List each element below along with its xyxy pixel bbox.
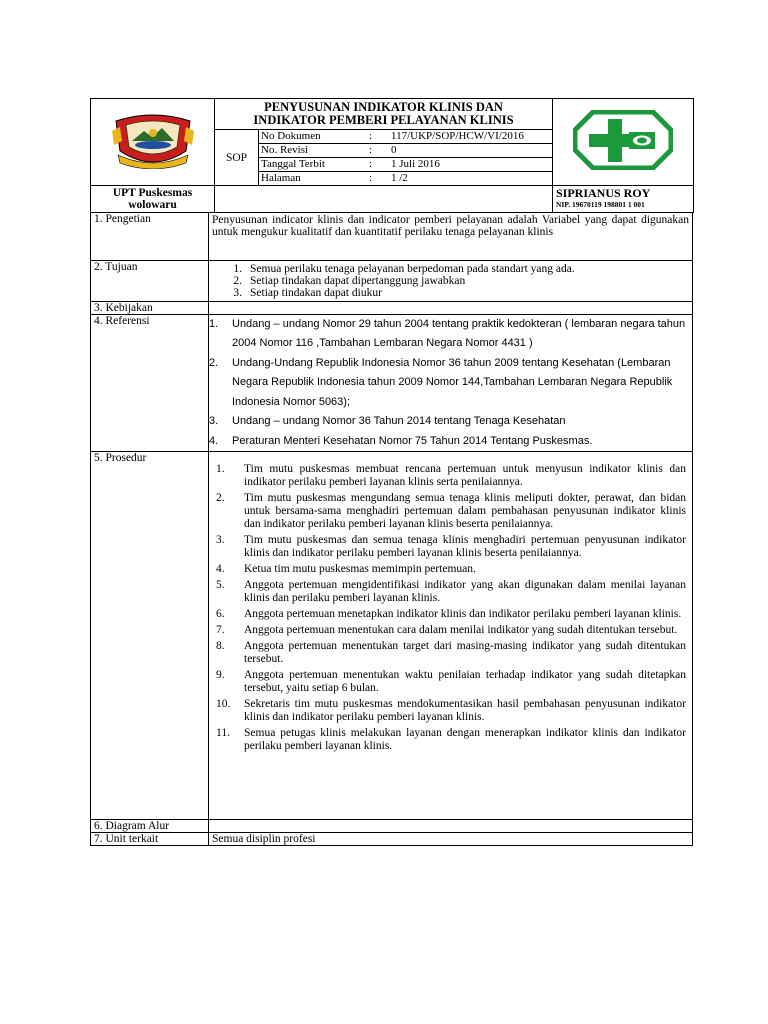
list-item: [212, 463, 686, 489]
puskesmas-green-cross-logo: [573, 110, 673, 170]
item-text: Semua perilaku tenaga pelayanan berpedoman pada standart yang ada.: [250, 262, 575, 275]
sop-document: [90, 98, 693, 846]
tujuan-list: [212, 263, 689, 299]
sop-label: SOP: [215, 130, 259, 186]
meta-sep: :: [367, 158, 389, 172]
item-text: Tim mutu puskesmas mengundang semua tenaga klinis meliputi dokter, perawat, dan bidan untuk bersama-sama menghadiri pertemuan dalam pembahasan penyusunan indikator klinis dan indikator perilaku pemberi layanan klinis beserta penilaiannya.: [244, 492, 686, 530]
item-text: Tim mutu puskesmas membuat rencana pertemuan untuk menyusun indikator klinis dan indikator perilaku pemberi layanan klinis serta penilaiannya.: [244, 463, 686, 488]
list-item: [212, 563, 686, 576]
item-number: 8.: [216, 640, 225, 652]
row-kebijakan: [91, 301, 693, 314]
section-list-cell: [209, 452, 693, 820]
row-diagram: [91, 820, 693, 833]
item-number: 2.: [233, 274, 242, 287]
list-item: [212, 287, 689, 299]
sop-header: [90, 98, 694, 213]
list-item: [212, 275, 689, 287]
item-number: 9.: [216, 669, 225, 681]
signer-cell: [553, 186, 694, 213]
meta-table: [259, 130, 552, 185]
meta-value: 1 Juli 2016: [389, 158, 552, 172]
list-item: [212, 263, 689, 275]
meta-cell: [259, 130, 553, 186]
right-logo-cell: [553, 99, 694, 186]
item-number: 7.: [216, 624, 225, 636]
meta-label: No. Revisi: [259, 144, 367, 158]
item-number: 5.: [216, 579, 225, 591]
meta-row: [259, 144, 552, 158]
signer-nip: NIP. 19670119 198801 1 001: [556, 200, 645, 209]
row-unit: [91, 833, 693, 846]
list-item: [212, 640, 686, 666]
item-number: 3.: [216, 534, 225, 546]
section-label: 5. Prosedur: [91, 452, 209, 820]
row-tujuan: [91, 260, 693, 301]
document-title: PENYUSUNAN INDIKATOR KLINIS DAN INDIKATOR PEMBERI PELAYANAN KLINIS: [215, 99, 553, 130]
item-text: Anggota pertemuan menentukan cara dalam menilai indikator yang sudah ditentukan tersebut.: [244, 624, 678, 636]
referensi-list: [209, 315, 689, 452]
item-text: Undang-Undang Republik Indonesia Nomor 36 tahun 2009 tentang Kesehatan (Lembaran Negara Republik Indonesia tahun 2009 Nomor 144,Tambahan Lembaran Negara Republik Indonesia Nomor 5063);: [232, 356, 673, 408]
sop-body: [90, 213, 693, 846]
section-label: 6. Diagram Alur: [91, 820, 209, 833]
item-number: 10.: [216, 698, 231, 710]
item-text: Anggota pertemuan menentukan waktu penilaian terhadap indikator yang sudah ditetapkan tersebut, yaitu setiap 6 bulan.: [244, 669, 686, 694]
meta-label: Tanggal Terbit: [259, 158, 367, 172]
list-item: [209, 354, 689, 413]
meta-row: [259, 158, 552, 172]
item-number: 1.: [209, 317, 219, 330]
section-label: 7. Unit terkait: [91, 833, 209, 846]
meta-row: [259, 172, 552, 186]
row-prosedur: [91, 452, 693, 820]
row-referensi: [91, 314, 693, 452]
item-number: 1.: [233, 262, 242, 275]
regional-emblem-logo: [112, 111, 194, 169]
list-item: [212, 579, 686, 605]
section-label: 3. Kebijakan: [91, 301, 209, 314]
item-text: Semua petugas klinis melakukan layanan dengan menerapkan indikator klinis dan indikator perilaku pemberi layanan klinis.: [244, 727, 686, 752]
section-label: 2. Tujuan: [91, 260, 209, 301]
meta-sep: :: [367, 130, 389, 144]
section-text: Penyusunan indicator klinis dan indicator pemberi pelayanan adalah Variabel yang dapat digunakan untuk mengukur kualitatif dan kuantitatif perilaku tenaga pelayanan klinis: [209, 213, 693, 260]
meta-value: 117/UKP/SOP/HCW/VI/2016: [389, 130, 552, 144]
meta-value: 0: [389, 144, 552, 158]
meta-label: No Dokumen: [259, 130, 367, 144]
meta-sep: :: [367, 144, 389, 158]
list-item: [212, 669, 686, 695]
item-text: Undang – undang Nomor 29 tahun 2004 tentang praktik kedokteran ( lembaran negara tahun 2004 Nomor 116 ,Tambahan Lembaran Negara Nomor 4431 ): [232, 317, 686, 349]
item-text: Setiap tindakan dapat diukur: [250, 286, 382, 299]
item-text: Peraturan Menteri Kesehatan Nomor 75 Tahun 2014 Tentang Puskesmas.: [232, 434, 593, 447]
signer-name: SIPRIANUS ROY: [556, 186, 651, 200]
item-text: Anggota pertemuan menentukan target dari masing-masing indikator yang sudah ditentukan tersebut.: [244, 640, 686, 665]
list-item: [212, 624, 686, 637]
section-label: 1. Pengetian: [91, 213, 209, 260]
blank-cell: [215, 186, 553, 213]
meta-sep: :: [369, 172, 373, 184]
item-text: Sekretaris tim mutu puskesmas mendokumentasikan hasil pembahasan penyusunan indikator klinis dan indikator perilaku pemberi layanan klinis.: [244, 698, 686, 723]
item-text: Tim mutu puskesmas dan semua tenaga klinis menghadiri pertemuan penyusunan indikator klinis dan indikator perilaku pemberi layanan klinis beserta penilaiannya.: [244, 534, 686, 559]
item-text: Anggota pertemuan menetapkan indikator klinis dan indikator perilaku pemberi layanan klinis.: [244, 608, 682, 620]
item-number: 1.: [216, 463, 225, 475]
item-number: 11.: [216, 727, 230, 739]
list-item: [212, 492, 686, 531]
section-empty: [209, 301, 693, 314]
item-number: 3.: [209, 415, 219, 427]
list-item: [212, 608, 686, 621]
section-list-cell: [209, 314, 693, 452]
meta-row: [259, 130, 552, 144]
list-item: [209, 315, 689, 354]
meta-label: Halaman: [261, 172, 301, 184]
list-item: [209, 432, 689, 452]
row-pengertian: [91, 213, 693, 260]
list-item: [212, 727, 686, 753]
item-text: Setiap tindakan dapat dipertanggung jawabkan: [250, 274, 466, 287]
section-text: Semua disiplin profesi: [209, 833, 693, 846]
section-list-cell: [209, 260, 693, 301]
item-number: 2.: [209, 356, 219, 369]
meta-value: 1 /2: [391, 172, 408, 184]
item-text: Undang – undang Nomor 36 Tahun 2014 tentang Tenaga Kesehatan: [232, 415, 566, 427]
item-text: Ketua tim mutu puskesmas memimpin pertemuan.: [244, 563, 476, 575]
item-number: 2.: [216, 492, 225, 504]
section-label: 4. Referensi: [91, 314, 209, 452]
list-item: [212, 698, 686, 724]
item-number: 4.: [209, 434, 219, 447]
list-item: [212, 534, 686, 560]
item-number: 4.: [216, 563, 225, 575]
section-empty: [209, 820, 693, 833]
item-text: Anggota pertemuan mengidentifikasi indikator yang akan digunakan dalam menilai layanan klinis dan perilaku pemberi layanan klinis.: [244, 579, 686, 604]
item-number: 6.: [216, 608, 225, 620]
left-logo-cell: [91, 99, 215, 186]
org-name: UPT Puskesmas wolowaru: [91, 186, 215, 213]
item-number: 3.: [233, 286, 242, 299]
prosedur-list: [212, 463, 686, 753]
list-item: [209, 412, 689, 432]
